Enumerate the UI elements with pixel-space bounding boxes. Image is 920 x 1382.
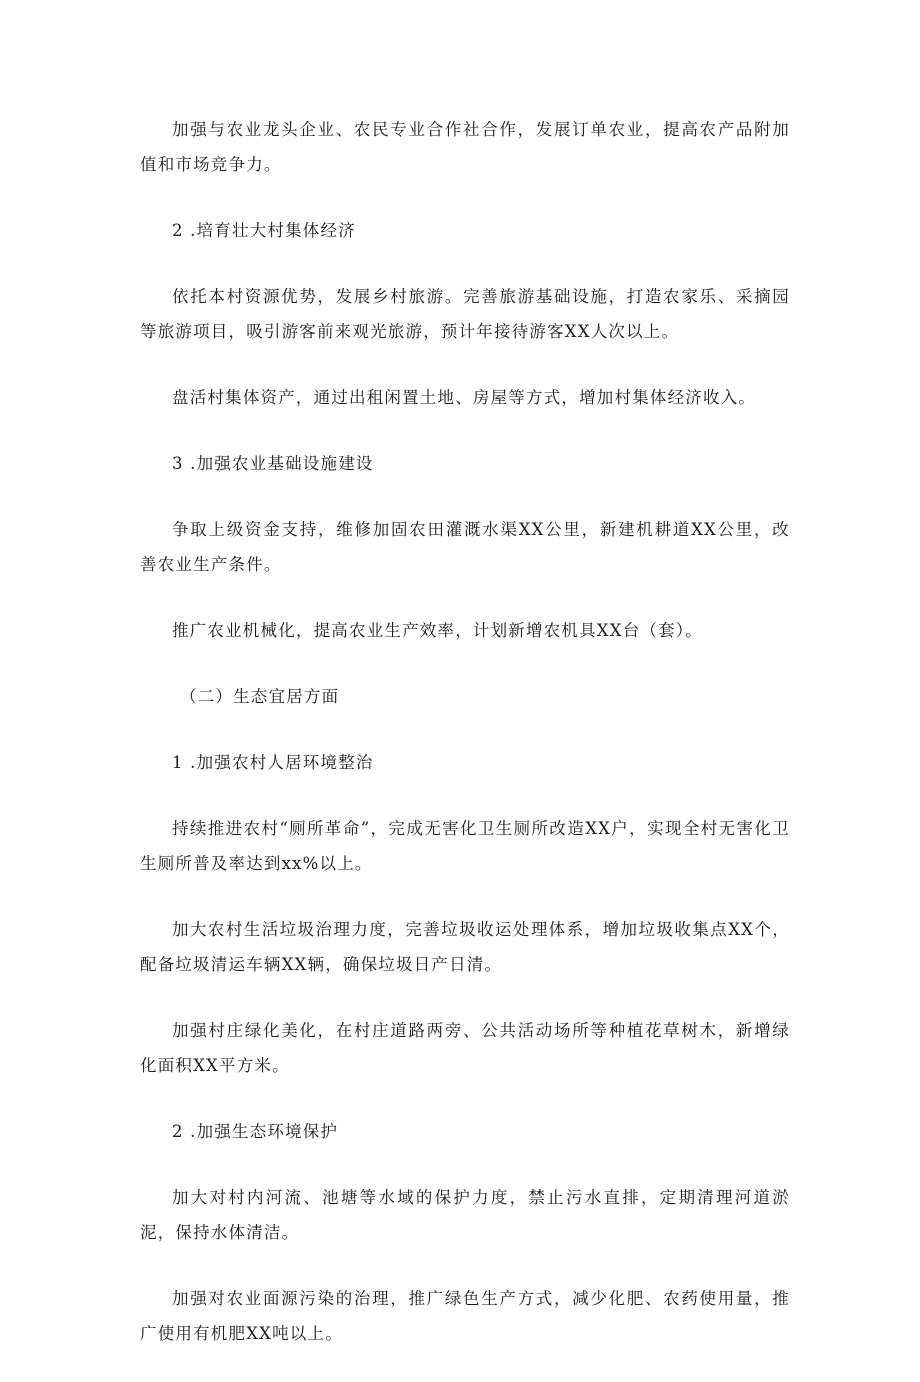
paragraph: 持续推进农村“厕所革命”，完成无害化卫生厕所改造XX户，实现全村无害化卫生厕所普及率达到xx%以上。 (140, 819, 790, 873)
section-heading: （二）生态宜居方面 (180, 687, 340, 706)
paragraph: 加大对村内河流、池塘等水域的保护力度，禁止污水直排，定期清理河道淤泥，保持水体清洁。 (140, 1188, 790, 1242)
document-body (140, 112, 790, 1382)
paragraph: 加强与农业龙头企业、农民专业合作社合作，发展订单农业，提高农产品附加值和市场竞争力。 (140, 120, 790, 174)
paragraph: 盘活村集体资产，通过出租闲置土地、房屋等方式，增加村集体经济收入。 (172, 388, 757, 407)
paragraph: 加强对农业面源污染的治理，推广绿色生产方式，减少化肥、农药使用量，推广使用有机肥XX吨以上。 (140, 1289, 790, 1343)
paragraph: 争取上级资金支持，维修加固农田灌溉水渠XX公里，新建机耕道XX公里，改善农业生产条件。 (140, 520, 790, 574)
subheading: 2 .加强生态环境保护 (172, 1122, 339, 1141)
subheading: 1 .加强农村人居环境整治 (172, 753, 374, 772)
paragraph: 加大农村生活垃圾治理力度，完善垃圾收运处理体系，增加垃圾收集点XX个，配备垃圾清运车辆XX辆，确保垃圾日产日清。 (140, 920, 790, 974)
paragraph: 依托本村资源优势，发展乡村旅游。完善旅游基础设施，打造农家乐、采摘园等旅游项目，吸引游客前来观光旅游，预计年接待游客XX人次以上。 (140, 287, 790, 341)
paragraph: 推广农业机械化，提高农业生产效率，计划新增农机具XX台（套）。 (172, 621, 703, 640)
paragraph: 加强村庄绿化美化，在村庄道路两旁、公共活动场所等种植花草树木，新增绿化面积XX平方米。 (140, 1021, 790, 1075)
subheading: 3 .加强农业基础设施建设 (172, 454, 374, 473)
subheading: 2 .培育壮大村集体经济 (172, 221, 356, 240)
